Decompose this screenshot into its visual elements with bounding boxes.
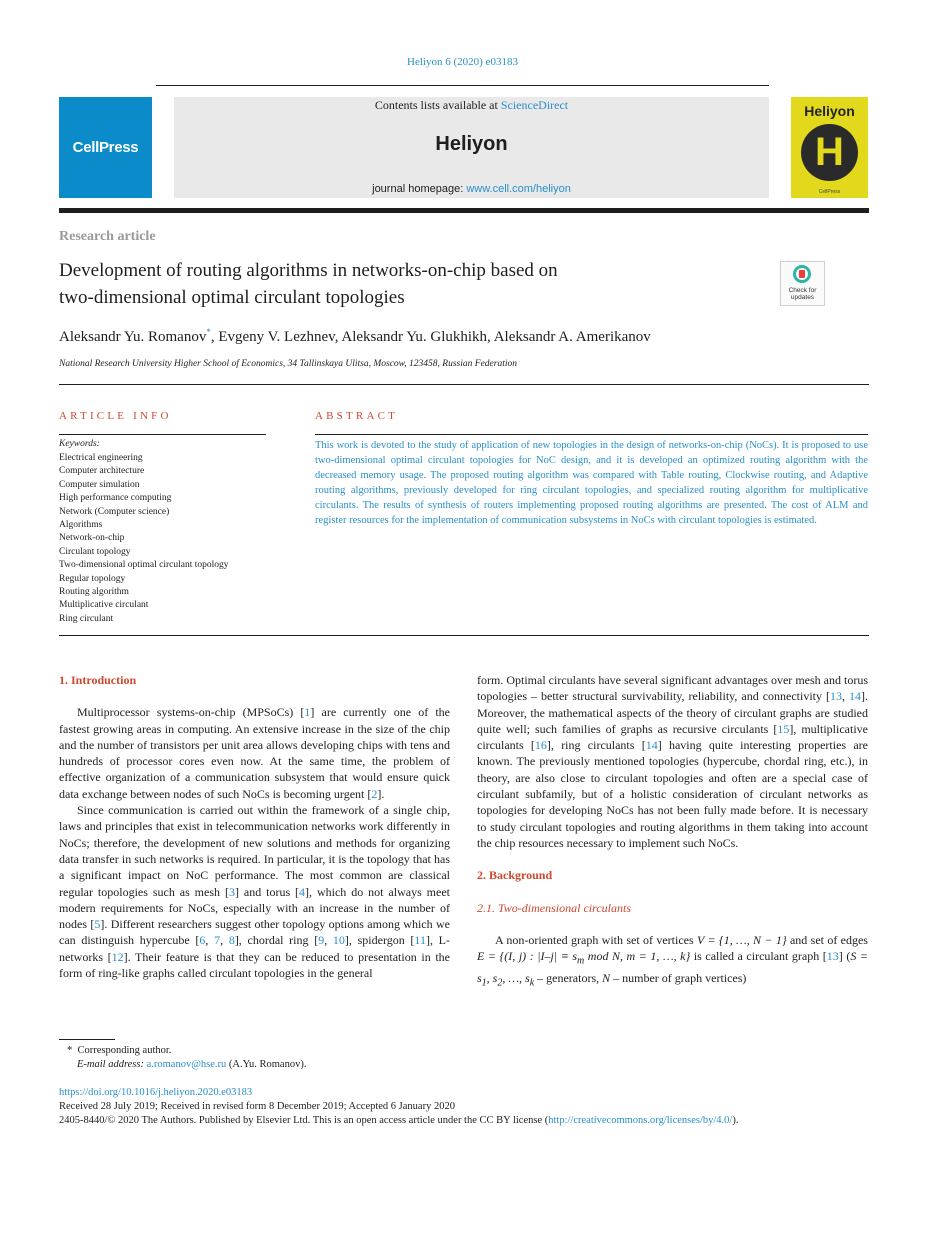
license-link[interactable]: http://creativecommons.org/licenses/by/4.0/ (548, 1115, 733, 1126)
ref-link[interactable]: 11 (414, 933, 426, 948)
sciencedirect-link[interactable]: ScienceDirect (500, 98, 569, 112)
footnote-rule (59, 1039, 115, 1040)
keywords-label: Keywords: (59, 439, 100, 449)
ref-link[interactable]: 12 (111, 949, 124, 964)
keyword-item: Multiplicative circulant (59, 600, 149, 611)
homepage-link[interactable]: www.cell.com/heliyon (466, 183, 571, 195)
ref-link[interactable]: 3 (228, 884, 235, 899)
ref-link[interactable]: 14 (849, 689, 861, 704)
keyword-item: Regular topology (59, 573, 126, 584)
article-title (59, 257, 759, 311)
doi-link[interactable]: https://doi.org/10.1016/j.heliyon.2020.e03183 (59, 1087, 253, 1098)
cover-h-icon: H (801, 124, 858, 181)
ref-link[interactable]: 4 (299, 884, 306, 899)
page-footer (59, 1086, 871, 1128)
introduction-heading: 1. Introduction (59, 673, 137, 687)
ref-link[interactable]: 5 (94, 917, 101, 932)
intro-paragraph-2: Since communication is carried out within the framework of a single chip, laws and principles that exist in telecommunication networks work differently in NoCs; therefore, the development of new solutions and methods for organizing data transfer in such networks is required. In particular, it is the topology that has a significant impact on NoC performance. The most common are classical regular topologies such as mesh [3] and torus [4], which do not always meet modern requirements for NoCs, especially with an increase in the number of nodes [5]. Different researchers suggest other topology options among which we can distinguish hypercube [6, 7, 8], chordal ring [9, 10], spidergon [11], L-networks [12]. Their feature is that they can be reduced to presentation in the form of ring-like graphs called circulant topologies in the general (59, 803, 451, 981)
background-heading: 2. Background (477, 868, 553, 883)
keyword-item: Routing algorithm (59, 587, 129, 598)
author-list (59, 327, 869, 346)
abstract-heading: ABSTRACT (315, 410, 399, 422)
article-type: Research article (59, 229, 156, 244)
corresponding-mark[interactable]: * (206, 327, 211, 337)
intro-paragraph-1: Multiprocessor systems-on-chip (MPSoCs) [1] are currently one of the fastest growing areas in computing. An extensive increase in the size of the chip and the number of transistors per unit area allows developing chips with tens and hundreds of processor cores even now. At the same time, the problem of effective organization of a communication subsystem that would ensure quick data exchange between nodes of such NoCs is becoming urgent [2]. (59, 705, 450, 801)
journal-cover (791, 97, 868, 198)
keyword-item: High performance computing (59, 493, 172, 504)
check-for-updates-badge[interactable] (780, 261, 825, 306)
keywords-list (59, 452, 299, 626)
keyword-item: Two-dimensional optimal circulant topology (59, 560, 229, 571)
keyword-item: Algorithms (59, 520, 103, 531)
ref-link[interactable]: 13 (830, 689, 842, 704)
ref-link[interactable]: 2 (371, 786, 378, 801)
header-thick-rule (59, 208, 869, 213)
keyword-item: Computer architecture (59, 466, 145, 477)
keyword-item: Computer simulation (59, 479, 140, 490)
cellpress-logo: CellPress (59, 97, 152, 198)
subsection-heading: 2.1. Two-dimensional circulants (477, 900, 631, 915)
license-line: 2405-8440/© 2020 The Authors. Published by Elsevier Ltd. This is an open access article under the CC BY license (http://creativecommons.org/licenses/by/4.0/). (59, 1115, 739, 1126)
cover-title: Heliyon (804, 103, 855, 119)
ref-link[interactable]: 14 (645, 738, 658, 753)
title-line-2: two-dimensional optimal circulant topologies (59, 287, 405, 308)
keyword-item: Network (Computer science) (59, 506, 170, 517)
abstract-rule (315, 434, 868, 435)
abstract-text: This work is devoted to the study of application of new topologies in the design of networks-on-chip (NoCs). It is proposed to use two-dimensional optimal circulant topologies for NoC design, and it is developed an optimized routing algorithm with the decreased memory usage. The proposed routing algorithm was compared with Table routing, Clockwise routing, and Adaptive routing algorithms, previously developed for ring circulant topologies, and specialized routing algorithm for multiplicative circulants. The results of synthesis of routers implementing proposed routing algorithms are presented. The cost of ALM and register resources for the implementation of communication subsystems in NoCs with circulant topologies is estimated. (315, 440, 868, 526)
info-top-rule (59, 384, 869, 385)
ref-link[interactable]: 1 (304, 705, 311, 720)
contents-prefix: Contents lists available at (374, 98, 501, 112)
keyword-item: Electrical engineering (59, 453, 143, 463)
n-symbol: N (602, 970, 611, 985)
circulant-definition-paragraph: A non-oriented graph with set of vertices V = {1, …, N − 1} and set of edges E = {(I, j) : $|I-j| \equiv s_m$ mod N, m = 1, …, k} is called a circulant graph [13] ($S = s_1$, $s_2$, …, $s_k$ – generators, N – number of graph vertices) (477, 932, 868, 989)
author-first: Aleksandr Yu. Romanov (59, 329, 207, 345)
ref-link[interactable]: 6 (199, 933, 206, 948)
keyword-item: Network-on-chip (59, 533, 125, 544)
ref-link[interactable]: 7 (214, 933, 221, 948)
received-dates: Received 28 July 2019; Received in revised form 8 December 2019; Accepted 6 January 2020 (59, 1101, 455, 1112)
generator-formula: $S = s_1$, $s_2$, …, $s_k$ (477, 949, 868, 989)
check-updates-label: Check for updates (788, 287, 817, 301)
ref-link[interactable]: 15 (777, 721, 790, 736)
homepage-line (174, 183, 769, 195)
check-updates-icon (793, 265, 811, 283)
vertex-set-formula: V = {1, …, N − 1} (697, 932, 787, 947)
header-top-rule (156, 85, 769, 86)
corresponding-author-note: * Corresponding author. (67, 1045, 172, 1056)
info-bottom-rule (59, 635, 869, 636)
keyword-item: Circulant topology (59, 546, 131, 557)
edge-set-formula: E = {(I, j) : $|I-j| \equiv s_m$ mod N, m = 1, …, k} (477, 949, 691, 967)
homepage-prefix: journal homepage: (372, 183, 467, 195)
journal-citation[interactable]: Heliyon 6 (2020) e03183 (407, 56, 518, 68)
ref-link[interactable]: 9 (318, 933, 325, 948)
authors-rest: , Evgeny V. Lezhnev, Aleksandr Yu. Glukhikh, Aleksandr A. Amerikanov (210, 329, 651, 345)
ref-link[interactable]: 8 (228, 933, 235, 948)
cover-footer: CellPress (818, 189, 841, 195)
ref-link[interactable]: 13 (826, 949, 839, 964)
right-column (477, 672, 868, 992)
author-email-link[interactable]: a.romanov@hse.ru (146, 1059, 227, 1070)
contents-line (174, 98, 769, 113)
left-column (59, 672, 450, 981)
article-info-rule (59, 434, 266, 435)
ref-link[interactable]: 16 (534, 738, 547, 753)
email-note: E-mail address: a.romanov@hse.ru (A.Yu. Romanov). (77, 1059, 307, 1070)
title-line-1: Development of routing algorithms in networks-on-chip based on (59, 260, 558, 281)
footnote (67, 1044, 306, 1072)
background-paragraph-continued: form. Optimal circulants have several significant advantages over mesh and torus topologies – better structural survivability, reliability, and connectivity [13, 14]. Moreover, the mathematical aspects of the theory of circulant graphs are studied quite well; such families of graphs as recursive circulants [15], multiplicative circulants [16], ring circulants [14] having quite interesting properties are known. The previously mentioned topologies (hypercube, chordal ring, etc.), in theory, are also close to circulant topologies and often are a special case of circulant subfamily, but of a holistic consideration of circulant networks as topologies for developing NoCs has not been fully made before. It is necessary to study circulant topologies and routing algorithms in them taking into account the chip resources necessary to implement such NoCs. (477, 673, 868, 850)
keyword-item: Ring circulant (59, 613, 114, 624)
journal-header-box (174, 97, 769, 198)
affiliation: National Research University Higher School of Economics, 34 Tallinskaya Ulitsa, Moscow, 123458, Russian Federation (59, 359, 517, 369)
ref-link[interactable]: 10 (332, 933, 345, 948)
journal-name: Heliyon (435, 133, 508, 155)
article-info-heading: ARTICLE INFO (59, 410, 172, 422)
